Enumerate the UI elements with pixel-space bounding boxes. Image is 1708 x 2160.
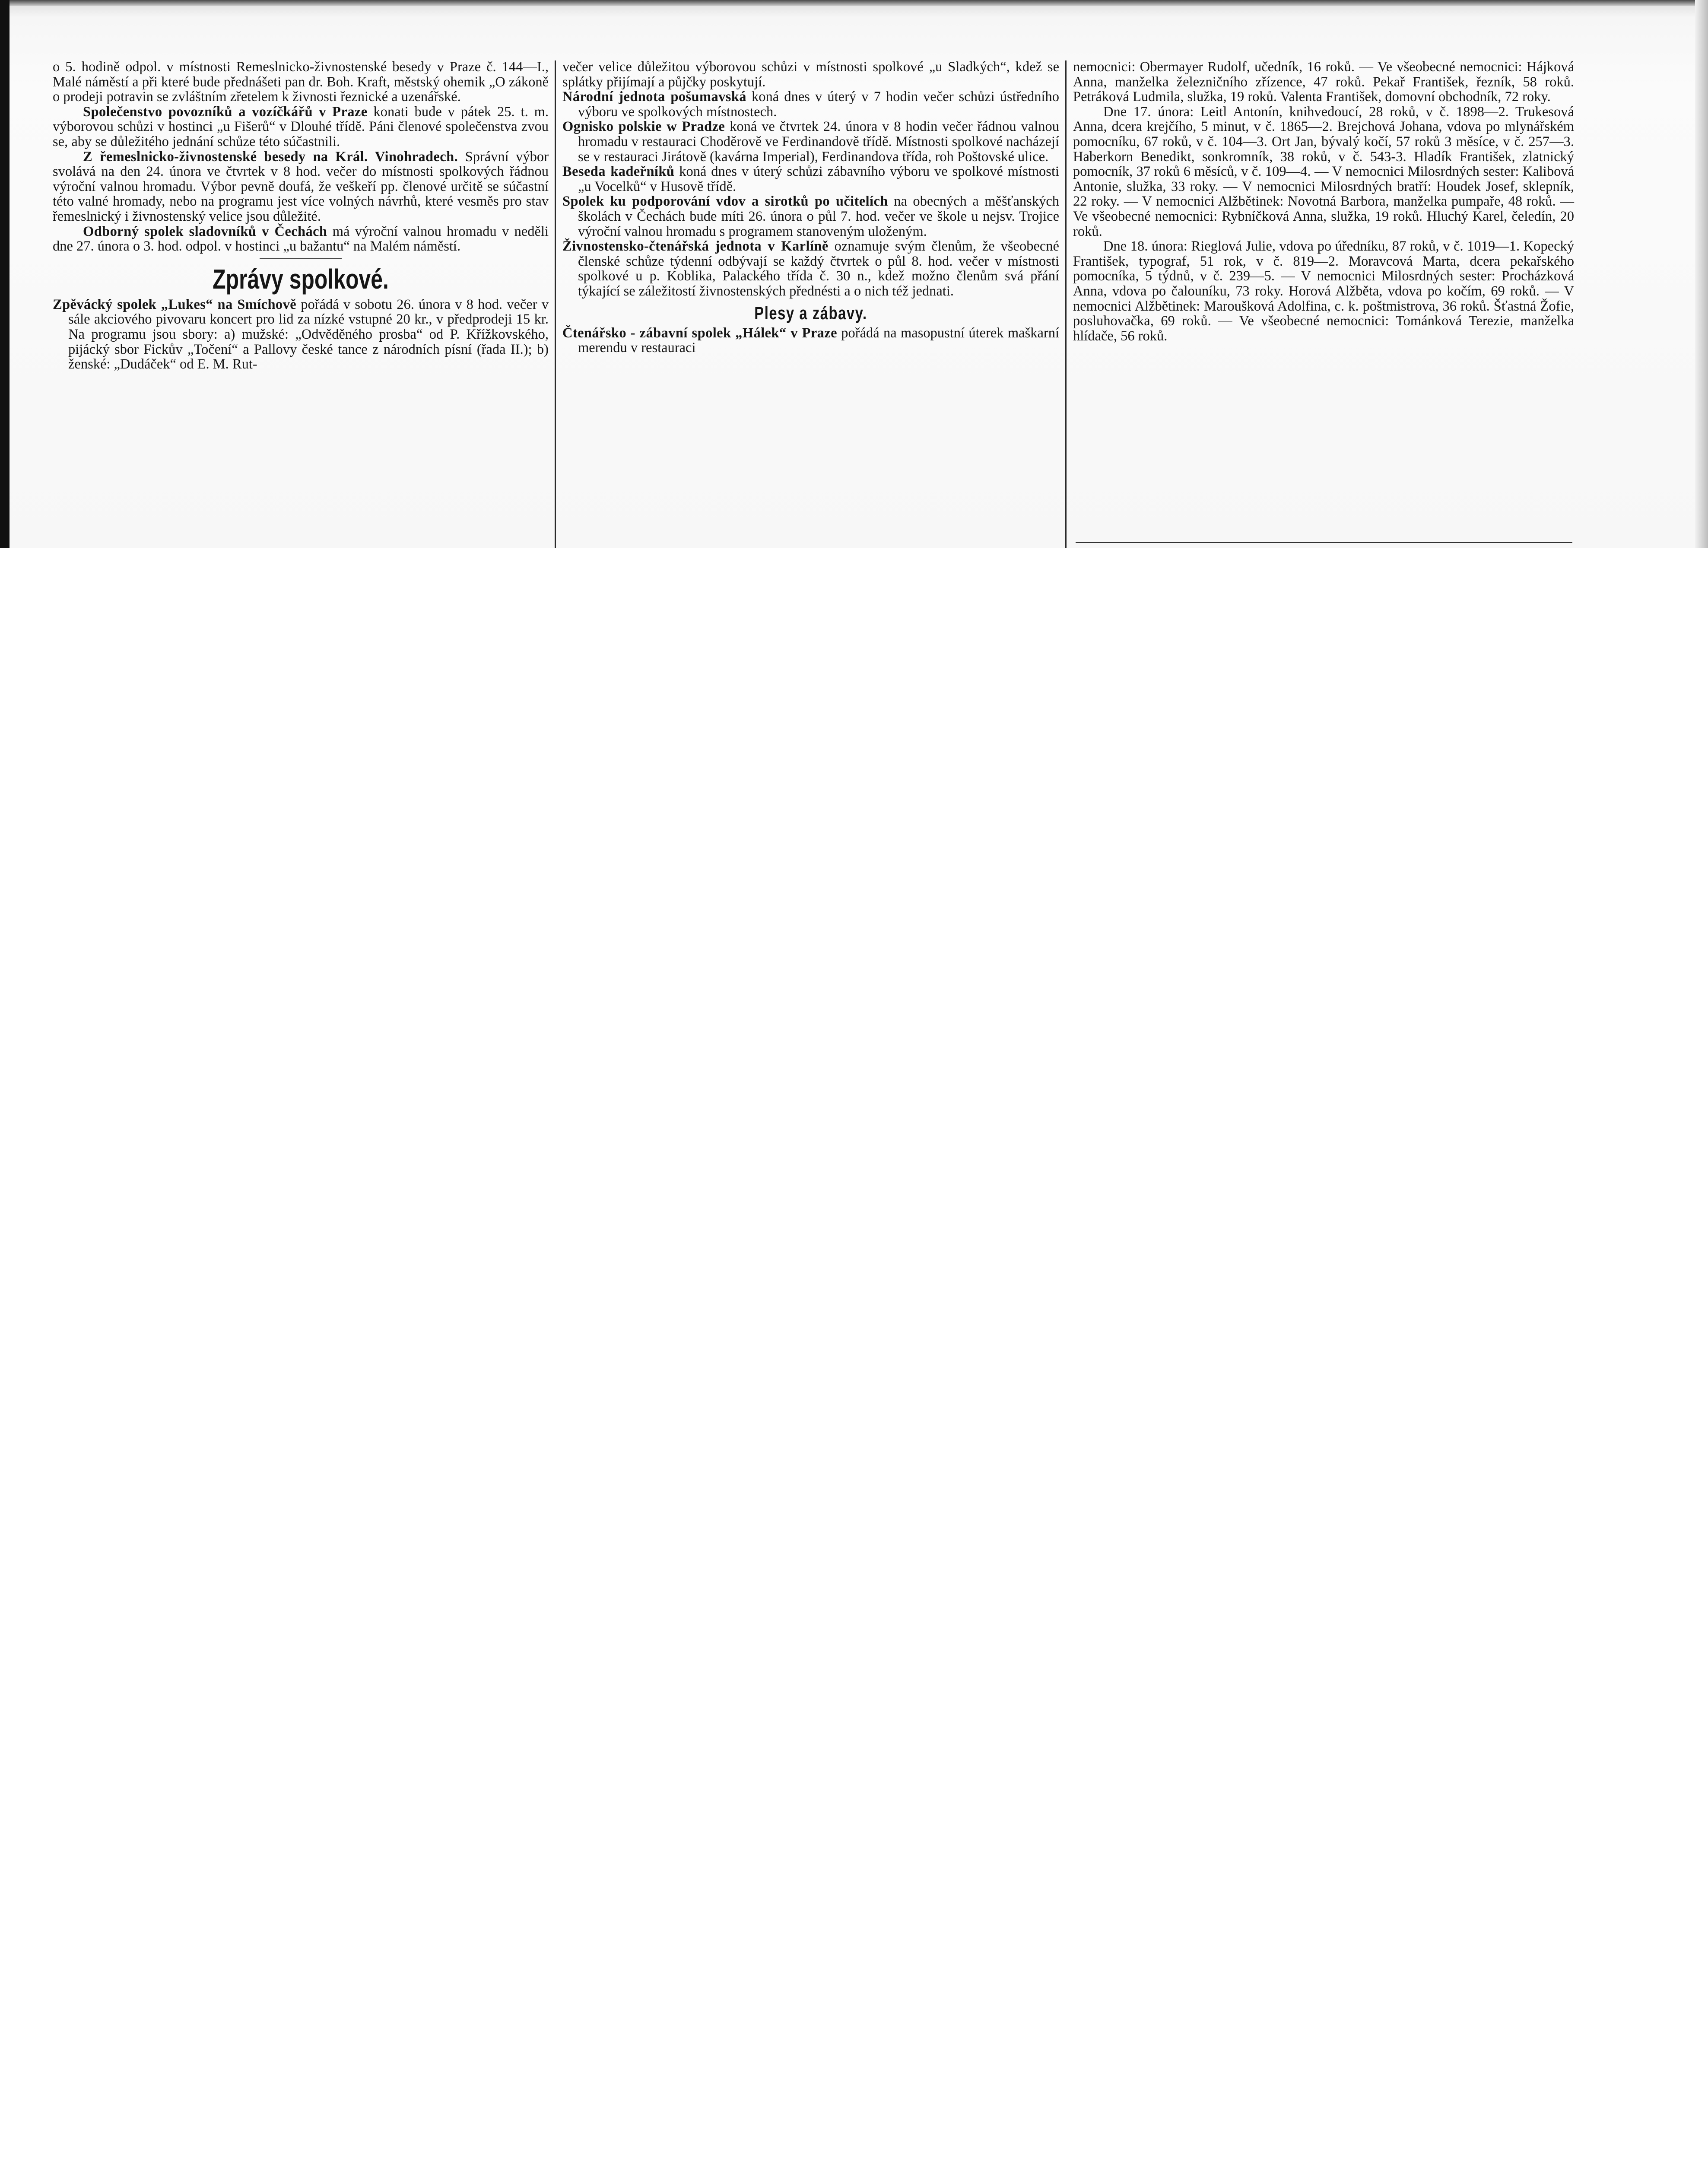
col1-p4-lead: Odborný spolek sladovníků v Čechách <box>83 223 327 239</box>
col1-paragraph-4 <box>53 224 549 254</box>
col2-paragraph-6 <box>562 239 1059 299</box>
col1-p2-text: konati bude v pátek 25. t. m. výborovou schůzi v hostinci „u Fišerů“ v Dlouhé třídě. Páni členové společenstva zvou se, aby se důležitého jednání schůze této súčastnili. <box>53 104 549 149</box>
col2-paragraph-5 <box>562 194 1059 239</box>
section-heading-zpravy-spolkove: Zprávy spolkové. <box>213 263 389 295</box>
scan-right-edge <box>1695 0 1708 548</box>
col1-paragraph-2 <box>53 105 549 149</box>
col1-paragraph-5 <box>53 297 549 372</box>
col3-paragraph-1: nemocnici: Obermayer Rudolf, učedník, 16 roků. — Ve všeobecné nemocnici: Hájková Anna, manželka železničního zřízence, 47 roků. Pekař František, řezník, 58 roků. Petráková Ludmila, služka, 19 roků. Valenta František, domovní obchodník, 72 roky. <box>1073 59 1574 105</box>
col1-p3-text: Správní výbor svolává na den 24. února ve čtvrtek v 8 hod. večer do místnosti spolkových řádnou výroční valnou hromadu. Výbor pevně doufá, že veškeří pp. členové určitě se súčastní této valné hromady, nebo na programu jest více volných návrhů, které vesměs pro stav řemeslnický i živnostenský velice jsou důležité. <box>53 149 549 224</box>
col1-p5-lead: Zpěvácký spolek „Lukes“ na Smíchově <box>53 296 297 312</box>
newspaper-scan <box>0 0 1708 548</box>
col2-p3-lead: Ognisko polskie w Pradze <box>562 119 725 135</box>
column-1 <box>53 60 549 372</box>
section-heading-plesy-a-zabavy: Plesy a zábavy. <box>754 302 867 323</box>
col2-p2-text: koná dnes v úterý v 7 hodin večer schůzi ústředního výboru ve spolkových místnostech. <box>578 89 1059 120</box>
col2-paragraph-2 <box>562 89 1059 119</box>
column-3 <box>1073 60 1574 343</box>
col1-p4-text: má výroční valnou hromadu v neděli dne 27. února o 3. hod. odpol. v hostinci „u bažantu“ na Malém náměstí. <box>53 223 549 254</box>
column-2 <box>562 60 1059 356</box>
column-rule-1 <box>555 60 556 548</box>
col3-paragraph-2: Dne 17. února: Leitl Antonín, knihvedoucí, 28 roků, v č. 1898—2. Trukesová Anna, dcera krejčího, 5 minut, v č. 1865—2. Brejchová Johana, vdova po mlynářském pomocníku, 67 roků, v č. 104—3. Ort Jan, bývalý kočí, 57 roků 3 měsíce, v č. 257—3. Haberkorn Benedikt, sonkromník, 38 roků, v č. 543-3. Hladík František, zlatnický pomocník, 37 roků 6 měsíců, v č. 109—4. — V nemocnici Milosrdných sester: Kalibová Antonie, služka, 33 roky. — V nemocnici Milosrdných bratří: Houdek Josef, sklepník, 22 roky. — V nemocnici Alžbětinek: Novotná Barbora, manželka pumpaře, 48 roků. — Ve všeobecné nemocnici: Rybníčková Anna, služka, 19 roků. Hluchý Karel, čeledín, 20 roků. <box>1073 104 1574 239</box>
col2-paragraph-4 <box>562 164 1059 194</box>
col2-paragraph-3 <box>562 119 1059 164</box>
col1-p5-text: pořádá v sobotu 26. února v 8 hod. večer v sále akciového pivovaru koncert pro lid za nízké vstupné 20 kr., v předprodeji 15 kr. Na programu jsou sbory: a) mužské: „Odvěděného prosba“ od P. Křížkovského, pijácký sbor Fickův „Točení“ a Pallovy české tance z národních písní (řada II.); b) ženské: „Dudáček“ od E. M. Rut- <box>68 296 549 372</box>
col2-p7-lead: Čtenářsko - zábavní spolek „Hálek“ v Praze <box>562 325 837 341</box>
col2-p6-text: oznamuje svým členům, že všeobecné členské schůze týdenní odbývají se každý čtvrtek o půl 8. hod. večer v místnosti spolkové u p. Koblika, Palackého třída č. 30 n., kdež možno členům svá přání týkající se záležitostí živnostenských přednésti a o nich též jednati. <box>578 238 1059 299</box>
blank-page-area <box>0 548 1708 2160</box>
col1-p2-lead: Společenstvo povozníků a vozíčkářů v Praze <box>83 104 368 120</box>
col2-p2-lead: Národní jednota pošumavská <box>562 89 746 105</box>
col2-p3-text: koná ve čtvrtek 24. února v 8 hodin večer řádnou valnou hromadu v restauraci Choděrově ve Ferdinandově třídě. Místnosti spolkové nacházejí se v restauraci Jirátově (kavárna Imperial), Ferdinandova třída, roh Poštovské ulice. <box>578 119 1059 165</box>
section-divider <box>260 258 342 259</box>
col2-paragraph-1: večer velice důležitou výborovou schůzi v místnosti spolkové „u Sladkých“, kdež se splátky přijímají a půjčky poskytují. <box>562 59 1059 90</box>
col1-p3-lead: Z řemeslnicko-živnostenské besedy na Král. Vinohradech. <box>83 149 458 165</box>
col2-p5-lead: Spolek ku podporování vdov a sirotků po učitelích <box>562 194 888 210</box>
col1-paragraph-3 <box>53 149 549 224</box>
col3-paragraph-3: Dne 18. února: Rieglová Julie, vdova po úředníku, 87 roků, v č. 1019—1. Kopecký František, typograf, 51 rok, v č. 819—2. Moravcová Marta, dcera pekařského pomocníka, 5 týdnů, v č. 239—5. — V nemocnici Milosrdných sester: Procházková Anna, vdova po čalouníku, 73 roky. Horová Alžběta, vdova po kočím, 69 roků. — V nemocnici Alžbětinek: Maroušková Adolfina, c. k. poštmistrova, 36 roků. Šťastná Žofie, posluhovačka, 69 roků. — Ve všeobecné nemocnici: Tománková Terezie, manželka hlídače, 56 roků. <box>1073 238 1574 344</box>
scan-top-edge <box>0 0 1708 6</box>
col1-paragraph-1: o 5. hodině odpol. v místnosti Remeslnicko-živnostenské besedy v Praze č. 144—I., Malé náměstí a při které bude přednášeti pan dr. Boh. Kraft, městský ohemik „O zákoně o prodeji potravin se zvláštním zřetelem k živnosti řeznické a uzenářské. <box>53 59 549 105</box>
col2-p5-text: na obecných a měšťanských školách v Čechách bude míti 26. února o půl 7. hod. večer ve škole u nejsv. Trojice výroční valnou hromadu s programem stanoveným uloženým. <box>578 194 1059 239</box>
scan-left-edge <box>0 0 10 548</box>
column-rule-2 <box>1065 60 1067 548</box>
col2-paragraph-7 <box>562 326 1059 356</box>
column-3-end-rule <box>1076 542 1572 543</box>
col2-p4-text: koná dnes v úterý schůzi zábavního výboru ve spolkové místnosti „u Vocelků“ v Husově třídě. <box>578 164 1059 194</box>
col2-p6-lead: Živnostensko-čtenářská jednota v Karlíně <box>562 238 829 254</box>
col2-p4-lead: Beseda kadeřníků <box>562 164 675 180</box>
col2-p7-text: pořádá na masopustní úterek maškarní merendu v restauraci <box>578 325 1059 356</box>
